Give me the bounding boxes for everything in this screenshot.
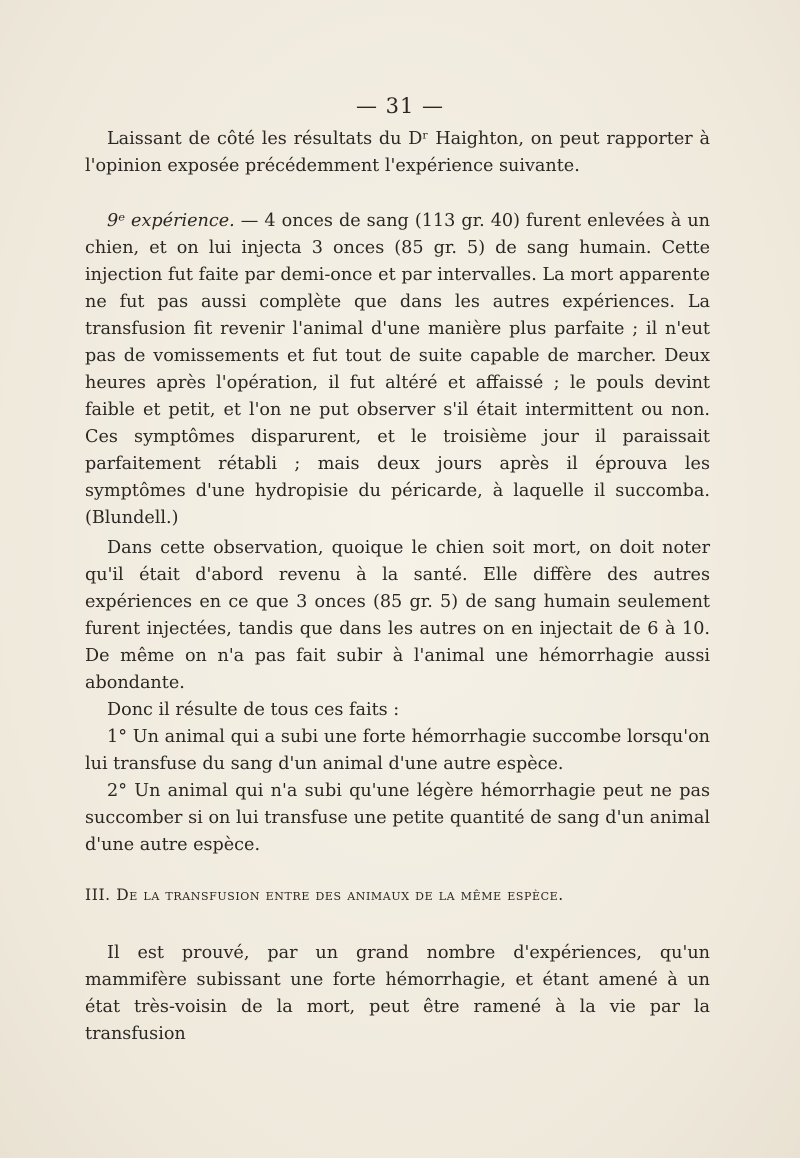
paragraph-observation: Dans cette observation, quoique le chien soit mort, on doit noter qu'il était d'abord revenu à la santé. Elle diffère des autres expériences en ce que 3 onces (85 gr. 5) de sang humain seulement furent injectées, tandis que dans les autres on en injectait de 6 à 10. De même on n'a pas fait subir à l'animal une hémorrhagie aussi abondante.: [85, 538, 710, 693]
section-number: III.: [85, 886, 111, 904]
paragraph-text: Laissant de côté les résultats du Dʳ Haighton, on peut rapporter à l'opinion exposée précédemment l'expérience suivante.: [85, 129, 710, 176]
paragraph-conclusion-2: 2° Un animal qui n'a subi qu'une légère hémorrhagie peut ne pas succomber si on lui transfuse une petite quantité de sang d'un animal d'une autre espèce.: [85, 781, 710, 855]
paragraph-conclusion-1: 1° Un animal qui a subi une forte hémorrhagie succombe lorsqu'on lui transfuse du sang d'un animal d'une autre espèce.: [85, 727, 710, 774]
paragraph-text: Il est prouvé, par un grand nombre d'expériences, qu'un mammifère subissant une forte hémorrhagie, et étant amené à un état très-voisin de la mort, peut être ramené à la vie par la transfusion: [85, 943, 710, 1044]
paragraph-group-analysis: [85, 535, 710, 859]
paragraph-experiment-9: [85, 208, 710, 532]
paragraph-text: [85, 208, 710, 532]
paragraph-section-3: [85, 940, 710, 1048]
page-number: — 31 —: [355, 94, 445, 118]
paragraph-conclusion-lead: Donc il résulte de tous ces faits :: [107, 700, 400, 720]
paragraph-intro: [85, 126, 710, 180]
section-title: De la transfusion entre des animaux de la même espèce.: [116, 886, 564, 904]
section-heading: [85, 882, 710, 909]
experiment-label: 9ᵉ expérience.: [107, 211, 235, 231]
experiment-description: — 4 onces de sang (113 gr. 40) furent enlevées à un chien, et on lui injecta 3 onces (85 gr. 5) de sang humain. Cette injection fut faite par demi-once et par intervalles. La mort apparente ne fut pas aussi complète que dans les autres expériences. La transfusion fit revenir l'animal d'une manière plus parfaite ; il n'eut pas de vomissements et fut tout de suite capable de marcher. Deux heures après l'opération, il fut altéré et affaissé ; le pouls devint faible et petit, et l'on ne put observer s'il était intermittent ou non. Ces symptômes disparurent, et le troisième jour il paraissait parfaitement rétabli ; mais deux jours après il éprouva les symptômes d'une hydropisie du péricarde, à laquelle il succomba. (Blundell.): [85, 211, 710, 528]
